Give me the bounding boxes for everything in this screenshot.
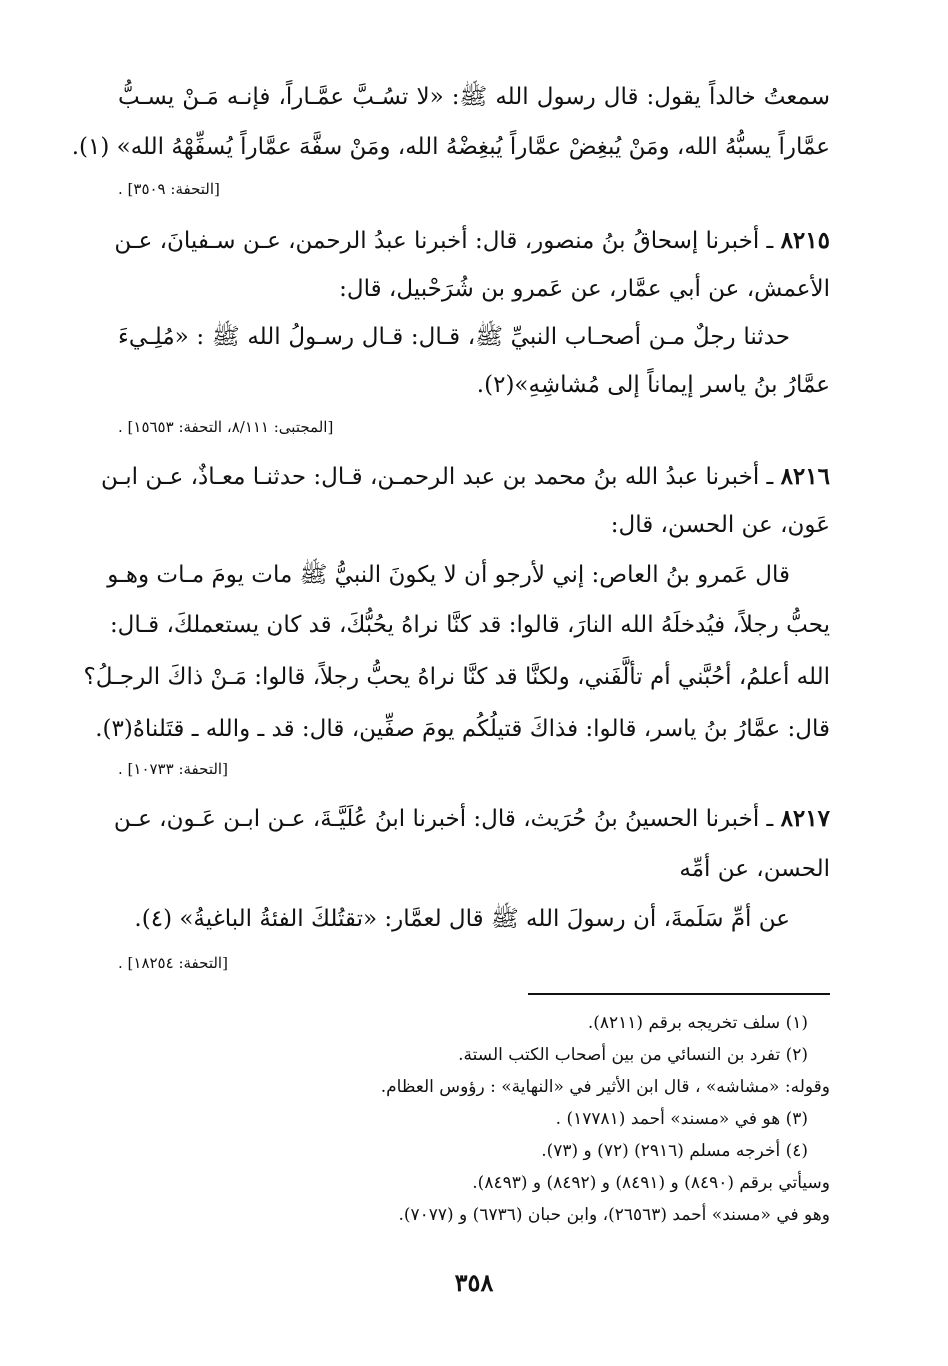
hadith-chain-text: ـ أخبرنا عبدُ الله بنُ محمد بن عبد الرحمـن، قـال: حدثنـا معـاذٌ، عـن ابـن xyxy=(100,464,774,490)
hadith-number: ٨٢١٥ xyxy=(780,227,830,254)
hadith-text-line: قال: عمَّارُ بنُ ياسر، قالوا: فذاكَ قتيلُكُم يومَ صفِّين، قال: قد ـ والله ـ قتَلناهُ(٣). xyxy=(95,716,830,742)
footnote: وسيأتي برقم (٨٤٩٠) و (٨٤٩١) و (٨٤٩٢) و (٨٤٩٣). xyxy=(472,1173,830,1193)
hadith-chain-text: ـ أخبرنا إسحاقُ بنُ منصور، قال: أخبرنا عبدُ الرحمن، عـن سـفيانَ، عـن xyxy=(114,228,774,254)
hadith-chain-line xyxy=(100,460,830,494)
hadith-text-line: قال عَمرو بنُ العاص: إني لأرجو أن لا يكونَ النبيُّ ﷺ مات يومَ مـات وهـو xyxy=(107,562,790,588)
hadith-text-line: عن أمِّ سَلَمةَ، أن رسولَ الله ﷺ قال لعمَّار: «تقتُلكَ الفئةُ الباغيةُ» (٤). xyxy=(134,906,790,932)
footnote: (٤) أخرجه مسلم (٢٩١٦) (٧٢) و (٧٣). xyxy=(541,1141,808,1161)
hadith-chain-line xyxy=(113,802,830,836)
hadith-number: ٨٢١٧ xyxy=(780,805,830,832)
hadith-chain-line: الأعمش، عن أبي عمَّار، عن عَمرو بن شُرَحْبيل، قال: xyxy=(339,276,830,302)
footnote-separator xyxy=(528,993,830,995)
hadith-chain-line: عَون، عن الحسن، قال: xyxy=(610,512,830,538)
hadith-text-line: عمَّارُ بنُ ياسر إيماناً إلى مُشاشِهِ»(٢). xyxy=(476,372,830,398)
hadith-text-line: الله أعلمُ، أحُبَّني أم تألَّفَني، ولكنَّا قد كنَّا نراهُ يحبُّ رجلاً، قالوا: مَـنْ ذاكَ الرجـلُ؟ xyxy=(83,664,830,690)
text-line: عمَّاراً يسبُّهُ الله، ومَنْ يُبغِضْ عمَّاراً يُبغِضْهُ الله، ومَنْ سفَّهَ عمَّاراً يُسفِّهْهُ الله» (١). xyxy=(71,134,830,160)
reference-note: [التحفة: ١٠٧٣٣] . xyxy=(118,760,228,778)
footnote: (٣) هو في «مسند» أحمد (١٧٧٨١) . xyxy=(555,1109,808,1129)
footnote: وهو في «مسند» أحمد (٢٦٥٦٣)، وابن حبان (٦٧٣٦) و (٧٠٧٧). xyxy=(398,1205,830,1225)
hadith-chain-text: ـ أخبرنا الحسينُ بنُ حُرَيث، قال: أخبرنا ابنُ عُلَيَّـةَ، عـن ابـن عَـون، عـن xyxy=(113,806,774,832)
footnote: (١) سلف تخريجه برقم (٨٢١١). xyxy=(587,1013,808,1033)
hadith-text-line: يحبُّ رجلاً، فيُدخلَهُ الله النارَ، قالوا: قد كنَّا نراهُ يحُبُّكَ، قد كان يستعملكَ، قـال: xyxy=(109,612,830,638)
reference-note: [المجتبى: ٨/١١١، التحفة: ١٥٦٥٣] . xyxy=(118,418,334,436)
hadith-chain-line: الحسن، عن أمِّه xyxy=(679,856,830,882)
hadith-chain-line xyxy=(114,224,830,258)
reference-note: [التحفة: ١٨٢٥٤] . xyxy=(118,954,228,972)
hadith-text-line: حدثنا رجلٌ مـن أصحـاب النبيِّ ﷺ، قـال: قـال رسـولُ الله ﷺ : «مُلِـيءَ xyxy=(118,324,790,350)
footnote: (٢) تفرد بن النسائي من بين أصحاب الكتب الستة. xyxy=(458,1045,808,1065)
text-line: سمعتُ خالداً يقول: قال رسول الله ﷺ: «لا تسُـبَّ عمَّـاراً، فإنـه مَـنْ يسـبُّ xyxy=(118,84,830,110)
footnote: وقوله: «مشاشه» ، قال ابن الأثير في «النهاية» : رؤوس العظام. xyxy=(380,1077,830,1097)
page-number: ٣٥٨ xyxy=(454,1268,494,1297)
reference-note: [التحفة: ٣٥٠٩] . xyxy=(118,180,220,198)
hadith-number: ٨٢١٦ xyxy=(780,463,830,490)
